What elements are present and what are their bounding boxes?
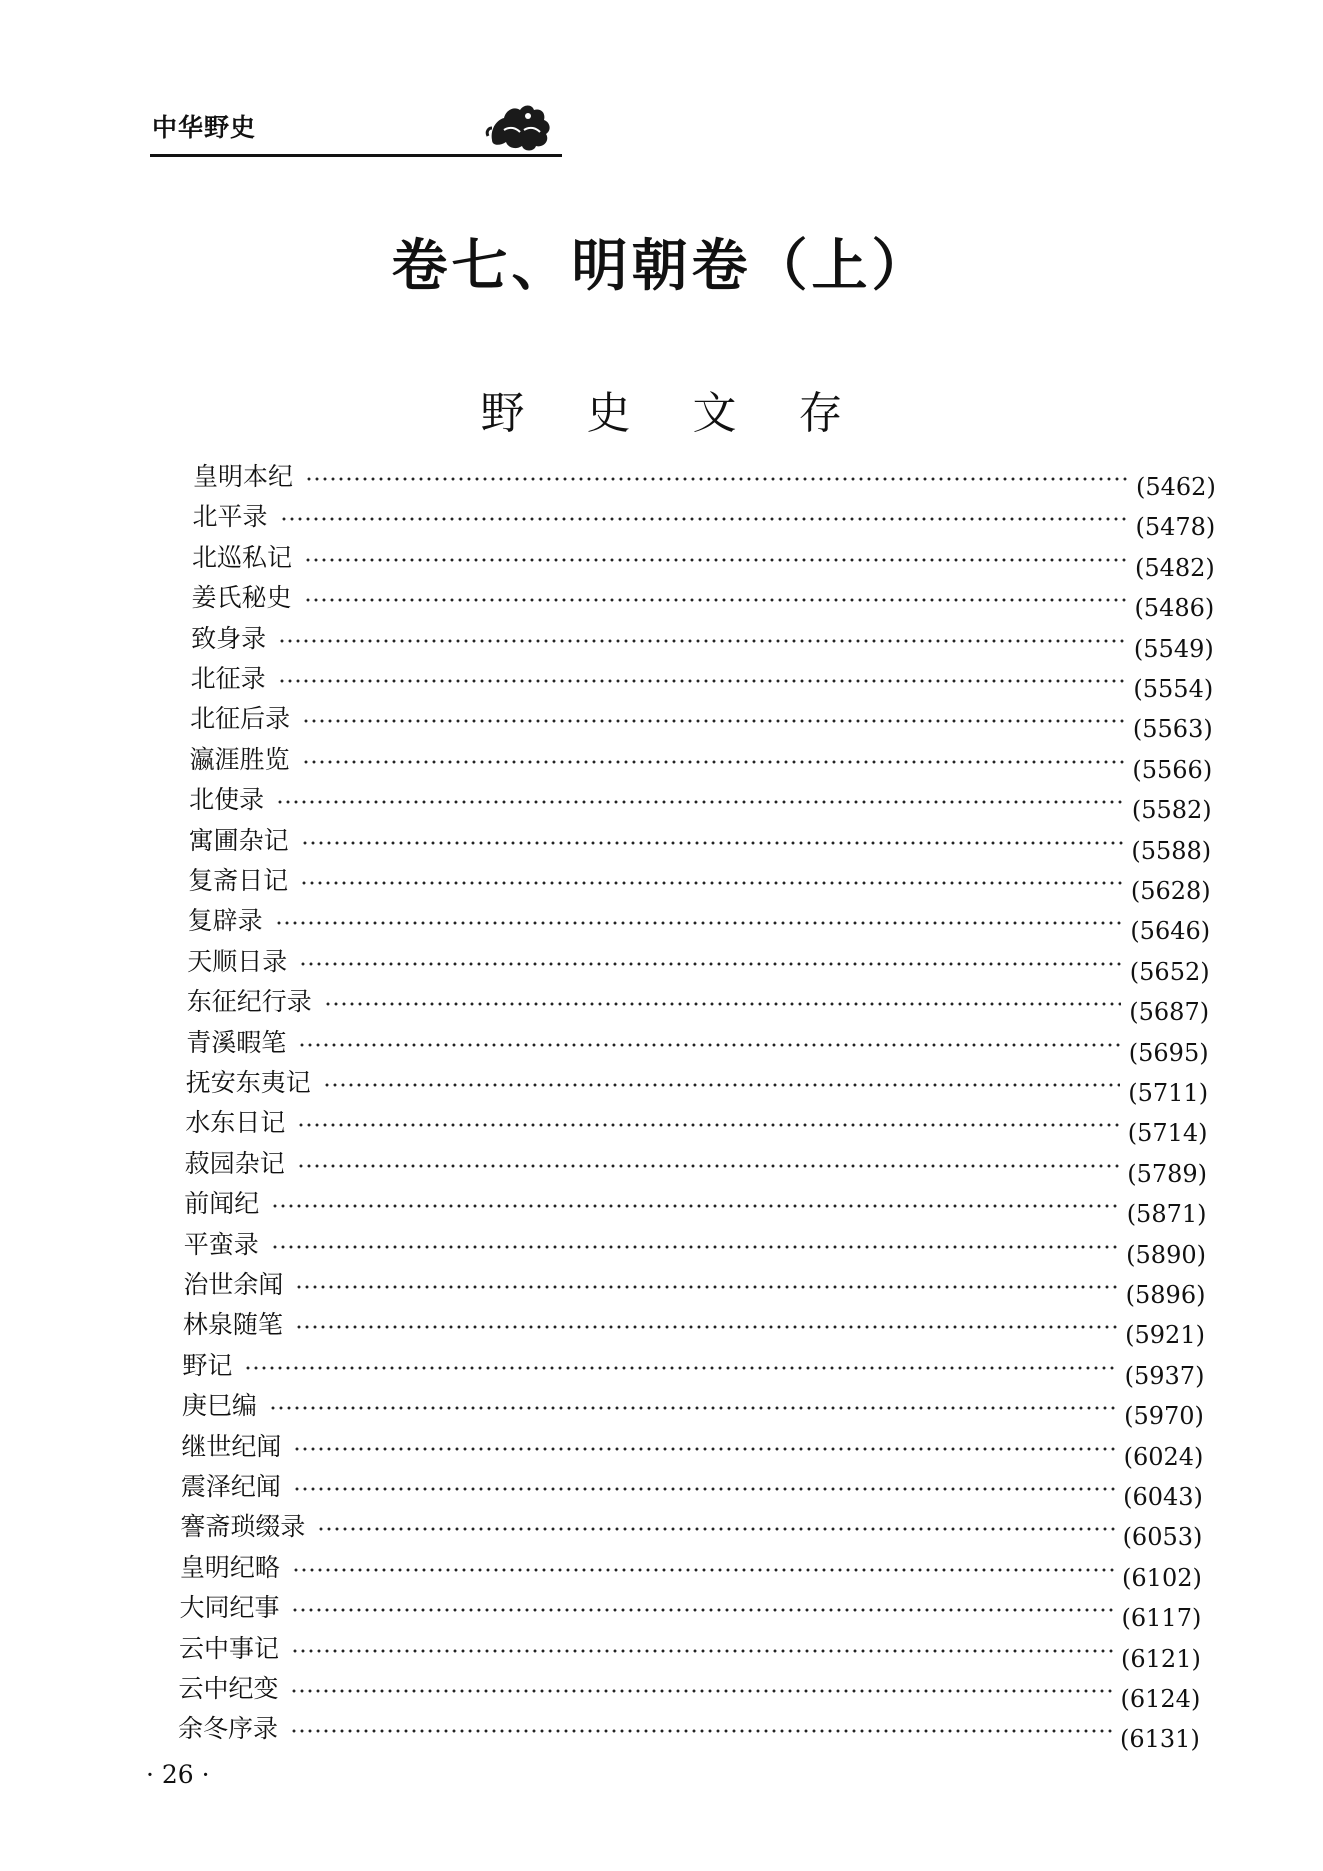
toc-dot-leader — [304, 597, 1127, 603]
toc-dot-leader — [297, 1122, 1119, 1128]
toc-dot-leader — [301, 840, 1124, 846]
toc-entry — [189, 785, 1242, 825]
toc-entry-page: (5582) — [1131, 796, 1212, 825]
toc-entry-title: 青溪暇笔 — [186, 1027, 287, 1057]
toc-entry-title: 大同纪事 — [179, 1593, 280, 1623]
toc-entry-page: (5890) — [1126, 1240, 1206, 1269]
toc-entry-page: (6024) — [1123, 1442, 1204, 1471]
toc-entry — [193, 502, 1246, 542]
toc-entry-page: (6043) — [1123, 1483, 1203, 1511]
toc-entry-title: 北征录 — [190, 664, 266, 693]
toc-entry-page: (6117) — [1121, 1604, 1202, 1633]
toc-entry — [187, 987, 1240, 1027]
toc-entry — [185, 1108, 1237, 1148]
toc-entry-title: 震泽纪闻 — [180, 1472, 281, 1501]
toc-entry-page: (6121) — [1121, 1644, 1201, 1673]
toc-entry-title: 北使录 — [189, 785, 265, 815]
toc-entry-page: (6102) — [1122, 1563, 1202, 1592]
toc-entry — [188, 866, 1241, 906]
toc-entry — [190, 745, 1243, 785]
toc-entry-page: (5646) — [1130, 917, 1211, 946]
toc-entry-page: (5937) — [1124, 1361, 1205, 1390]
toc-dot-leader — [324, 1001, 1122, 1007]
toc-entry-title: 姜氏秘史 — [191, 583, 292, 613]
toc-dot-leader — [293, 1486, 1115, 1492]
toc-entry — [191, 624, 1244, 664]
toc-dot-leader — [298, 1042, 1121, 1048]
toc-entry-title: 前闻纪 — [184, 1189, 260, 1219]
toc-entry — [190, 704, 1243, 744]
toc-entry — [191, 664, 1244, 704]
page-number: · 26 · — [146, 1760, 210, 1789]
toc-entry — [178, 1674, 1230, 1714]
toc-dot-leader — [290, 1688, 1112, 1694]
toc-entry — [188, 906, 1241, 946]
toc-dot-leader — [276, 799, 1124, 805]
toc-entry — [189, 826, 1242, 866]
toc-entry-title: 庚巳编 — [181, 1391, 257, 1421]
toc-entry-title: 菽园杂记 — [184, 1148, 285, 1178]
toc-entry-title: 继世纪闻 — [181, 1431, 282, 1461]
toc-entry-title: 治世余闻 — [183, 1270, 284, 1299]
toc-entry — [179, 1634, 1231, 1674]
toc-dot-leader — [302, 759, 1125, 765]
toc-entry — [192, 583, 1245, 623]
toc-dot-leader — [271, 1203, 1118, 1209]
toc-entry — [178, 1714, 1230, 1754]
toc-dot-leader — [292, 1567, 1114, 1573]
toc-entry-title: 皇明纪略 — [179, 1552, 280, 1582]
toc-entry-title: 天顺日录 — [187, 946, 288, 976]
toc-dot-leader — [299, 961, 1122, 967]
toc-entry-title: 余冬序录 — [178, 1714, 279, 1744]
toc-entry-page: (5478) — [1135, 513, 1216, 542]
toc-entry-page: (5871) — [1126, 1200, 1207, 1229]
toc-dot-leader — [304, 557, 1127, 563]
toc-dot-leader — [271, 1244, 1118, 1250]
chapter-title: 卷七、明朝卷（上） — [391, 234, 932, 299]
toc-entry-page: (5652) — [1129, 957, 1210, 986]
toc-entry — [182, 1351, 1234, 1391]
toc-entry-title: 致身录 — [191, 623, 267, 653]
toc-entry-title: 平蛮录 — [183, 1229, 259, 1259]
toc-entry-title: 北平录 — [192, 502, 268, 532]
toc-entry-title: 瀛涯胜览 — [189, 744, 290, 774]
section-title: 野史文存 — [480, 388, 905, 439]
toc-entry-title: 北巡私记 — [192, 542, 293, 572]
toc-entry — [186, 1028, 1239, 1068]
toc-entry-page: (5554) — [1133, 675, 1214, 703]
toc-entry-title: 謇斋琐缀录 — [180, 1512, 306, 1542]
toc-entry-title: 北征后录 — [190, 704, 291, 734]
toc-entry-page: (5970) — [1124, 1402, 1204, 1431]
toc-dot-leader — [278, 678, 1126, 684]
toc-entry-page: (5482) — [1134, 553, 1215, 582]
toc-entry-page: (5588) — [1131, 836, 1212, 865]
toc-dot-leader — [302, 718, 1125, 724]
toc-entry — [185, 1149, 1237, 1189]
toc-entry — [192, 543, 1245, 583]
toc-entry-title: 林泉随笔 — [182, 1310, 283, 1340]
toc-entry — [181, 1472, 1233, 1512]
toc-entry-page: (5921) — [1125, 1321, 1205, 1350]
toc-entry — [186, 1068, 1239, 1108]
toc-dot-leader — [317, 1526, 1114, 1532]
toc-entry-title: 东征纪行录 — [186, 987, 312, 1017]
toc-entry-page: (6053) — [1122, 1523, 1203, 1552]
toc-entry — [180, 1553, 1232, 1593]
toc-entry — [179, 1593, 1231, 1633]
toc-entry — [183, 1310, 1235, 1350]
toc-entry-page: (5695) — [1128, 1038, 1209, 1067]
toc-entry — [180, 1512, 1232, 1552]
toc-dot-leader — [275, 920, 1123, 926]
running-header-title: 中华野史 — [152, 113, 257, 142]
toc-entry-title: 皇明本纪 — [193, 462, 294, 491]
toc-dot-leader — [323, 1082, 1121, 1088]
toc-entry-page: (5486) — [1134, 594, 1215, 623]
toc-entry-title: 抚安东夷记 — [185, 1068, 311, 1097]
toc-entry-page: (5789) — [1127, 1159, 1208, 1188]
toc-entry-page: (5462) — [1136, 473, 1216, 501]
toc-entry — [181, 1432, 1233, 1472]
toc-entry-page: (5896) — [1125, 1281, 1206, 1309]
toc-dot-leader — [244, 1365, 1116, 1371]
toc-entry — [187, 947, 1240, 987]
toc-entry-page: (6124) — [1120, 1685, 1201, 1713]
toc-entry-title: 寓圃杂记 — [188, 825, 289, 855]
toc-dot-leader — [295, 1284, 1117, 1290]
toc-dot-leader — [280, 516, 1128, 522]
toc-dot-leader — [291, 1648, 1113, 1654]
toc-dot-leader — [297, 1163, 1119, 1169]
toc-dot-leader — [291, 1607, 1113, 1613]
toc-entry — [184, 1189, 1236, 1229]
toc-entry — [184, 1230, 1236, 1270]
toc-entry-page: (5687) — [1129, 998, 1210, 1027]
toc-entry-page: (5563) — [1132, 715, 1213, 744]
toc-entry — [183, 1270, 1235, 1310]
toc-entry-page: (5549) — [1133, 634, 1214, 663]
toc-dot-leader — [295, 1324, 1117, 1330]
toc-entry-page: (5711) — [1128, 1079, 1209, 1107]
toc-dot-leader — [290, 1728, 1112, 1734]
toc-dot-leader — [305, 476, 1128, 482]
toc-dot-leader — [300, 880, 1123, 886]
toc-entry-page: (6131) — [1120, 1725, 1200, 1754]
toc-entry-title: 云中事记 — [178, 1633, 279, 1663]
toc-entry-title: 水东日记 — [185, 1108, 286, 1138]
toc-entry — [182, 1391, 1234, 1431]
toc-entry-title: 云中纪变 — [178, 1674, 279, 1703]
toc-entry-title: 复辟录 — [187, 906, 263, 936]
toc-entry-page: (5628) — [1130, 877, 1211, 905]
toc-dot-leader — [278, 638, 1126, 644]
toc-entry-page: (5714) — [1127, 1119, 1208, 1148]
toc-dot-leader — [269, 1405, 1116, 1411]
toc-entry — [193, 462, 1246, 502]
toc-entry-title: 野记 — [182, 1350, 233, 1380]
toc-dot-leader — [293, 1446, 1115, 1452]
toc-entry-title: 复斋日记 — [188, 866, 289, 895]
toc-entry-page: (5566) — [1132, 755, 1213, 784]
